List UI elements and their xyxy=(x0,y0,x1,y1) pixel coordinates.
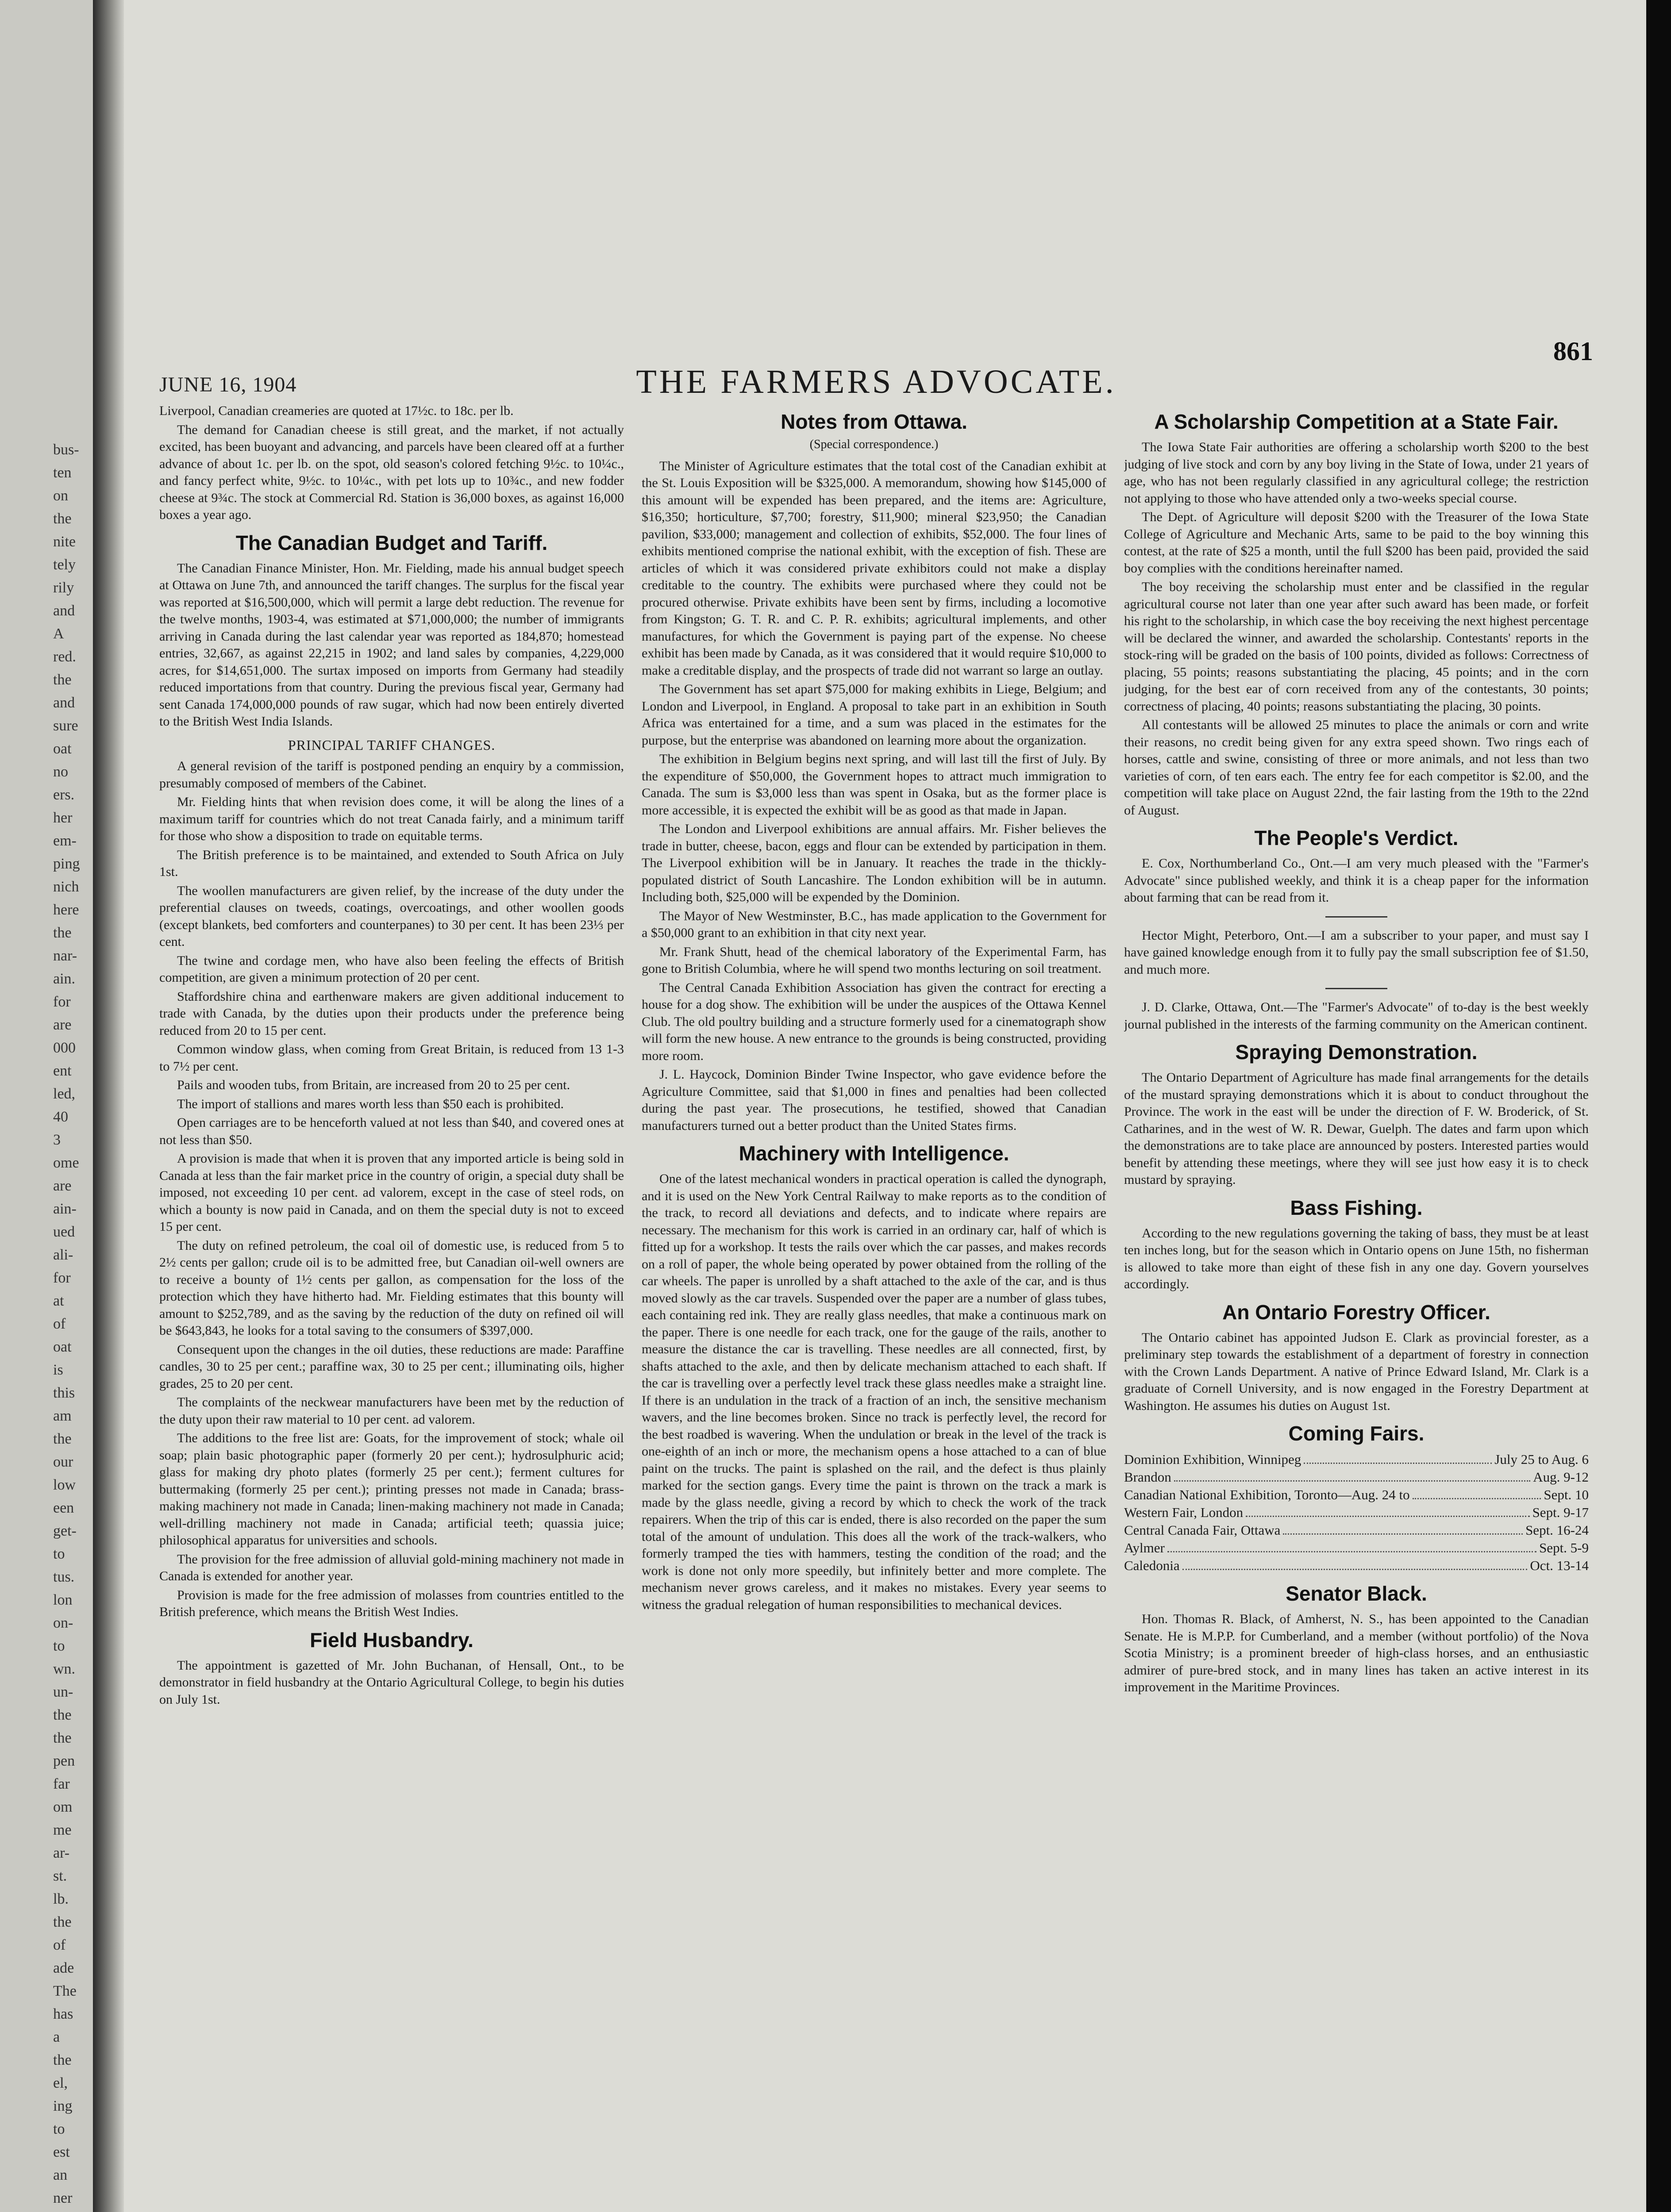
adjacent-page-fragment: for xyxy=(53,994,71,1010)
adjacent-page-fragment: sure xyxy=(53,718,78,734)
adjacent-page-fragment: bus- xyxy=(53,442,79,458)
column-2 xyxy=(642,403,1106,2212)
newspaper-page xyxy=(93,0,1646,2212)
paragraph: The boy receiving the scholarship must enter and be classified in the regular agricultural course not later than one year after such award has been made, or forfeit his right to the scholarship, in which case the boy receiving the next highest percentage will be declared the winner, and awarded the scholarship. Contestants' reports in the stock-ring will be graded on the basis of 100 points, divided as follows: Correctness of placing, 55 points; reasons substantiating the placing, 45 points; and in the corn judging, for the best ear of corn received from any of the contestants, 30 points; correctness of placing, 40 points; reasons substantiating the placing, 30 points. xyxy=(1124,580,1589,714)
adjacent-page-fragment: 3 xyxy=(53,1132,61,1148)
paragraph: The London and Liverpool exhibitions are annual affairs. Mr. Fisher believes the trade in butter, cheese, bacon, eggs and flour can be extended by participation in them. The Liverpool exhibition will be in January. It reaches the trade in the thickly-populated district of South Lancashire. The London exhibition will be in autumn. Including both, $25,000 will be expended by the Dominion. xyxy=(642,822,1106,904)
paragraph: The Canadian Finance Minister, Hon. Mr. Fielding, made his annual budget speech at Ottawa on June 7th, and announced the tariff changes. The surplus for the fiscal year was reported at $16,500,000, which will permit a large debt reduction. The revenue for the twelve months, 1903-4, was estimated at $71,000,000; the number of immigrants arriving in Canada during the last calendar year was reported as 184,870; homestead entries, 32,667, as against 22,215 in 1902; and land sales by companies, 4,229,000 acres, for $14,651,000. The surtax imposed on imports from Germany had steadily reduced importations from that country. During the previous fiscal year, Germany had sent Canada 174,000,000 pounds of raw sugar, which had now been entirely diverted to the British West India Islands. xyxy=(159,561,624,729)
article-ottawa-byline: (Special correspondence.) xyxy=(809,438,939,451)
column-1 xyxy=(159,403,624,2212)
adjacent-page-fragment: has xyxy=(53,2006,73,2022)
adjacent-page-fragment: The xyxy=(53,1983,77,1999)
paragraph: Common window glass, when coming from Great Britain, is reduced from 13 1-3 to 7½ per cent. xyxy=(159,1042,624,1074)
adjacent-page-fragment: are xyxy=(53,1178,72,1194)
paragraph: The duty on refined petroleum, the coal oil of domestic use, is reduced from 5 to 2½ cents per gallon; crude oil is to be admitted free, but Canadian oil-well owners are to receive a bounty of 1½ cents per gallon, as compensation for the loss of the protection which they have hitherto had. Mr. Fielding estimates that this bounty will amount to $252,789, and as the saving by the reduction of the duty on refined oil will be $643,843, he looks for a total saving to the consumers of $397,000. xyxy=(159,1238,624,1338)
letter-might xyxy=(1124,927,1589,979)
adjacent-page-fragment: the xyxy=(53,1730,72,1746)
fair-row xyxy=(1124,1557,1589,1575)
fair-name: Aylmer xyxy=(1124,1540,1165,1555)
letter-clarke xyxy=(1124,999,1589,1033)
adjacent-page-fragment: me xyxy=(53,1822,72,1838)
adjacent-page-fragment: the xyxy=(53,925,72,941)
adjacent-page-fragment: the xyxy=(53,511,72,527)
adjacent-page-fragment: of xyxy=(53,1316,66,1332)
adjacent-page-fragment: low xyxy=(53,1477,76,1493)
adjacent-page-fragment: here xyxy=(53,902,79,918)
paragraph: The British preference is to be maintained, and extended to South Africa on July 1st. xyxy=(159,847,624,879)
fair-dates: Aug. 9-12 xyxy=(1533,1469,1589,1485)
paragraph: The Central Canada Exhibition Association has given the contract for erecting a house for a dog show. The exhibition will be under the auspices of the Ottawa Kennel Club. The old poultry building and a structure formerly used for a cinematograph show will form the new house. A new entrance to the grounds is being constructed, providing more room. xyxy=(642,980,1106,1063)
adjacent-page-fragment: is xyxy=(53,1362,63,1378)
paragraph: The Minister of Agriculture estimates that the total cost of the Canadian exhibit at the St. Louis Exposition will be $325,000. A memorandum, showing how $145,000 of this amount will be expended has been prepared, and the items are: Agriculture, $16,350; horticulture, $7,700; forestry, $11,900; mineral $23,950; the Canadian pavilion, $33,000; management and collection of exhibits, $52,000. The four lines of exhibits mentioned comprise the national exhibit, with the exception of fish. These are articles of which it was considered private exhibitors could not make a display creditable to the country. The exhibits were purchased where they could not be procured otherwise. Private exhibits have been sent by firms, including a locomotive from Kingston; G. T. R. and C. P. R. exhibits; agricultural implements, and other manufactures, for which the Government is paying part of the expense. No cheese exhibit has been made by Canada, as it was considered that it would require $10,000 to make a creditable display, and the prospects of trade did not warrant so large an outlay. xyxy=(642,458,1106,678)
adjacent-page-fragment: ain- xyxy=(53,1201,77,1217)
fair-dates: Sept. 5-9 xyxy=(1539,1540,1589,1555)
page-number: 861 xyxy=(1553,337,1593,366)
leader-dots xyxy=(1182,1557,1528,1570)
adjacent-page-fragment: am xyxy=(53,1408,72,1424)
adjacent-page-fragment: and xyxy=(53,695,75,711)
subhead-principal-tariff: PRINCIPAL TARIFF CHANGES. xyxy=(288,737,496,753)
adjacent-page-fragment: no xyxy=(53,764,68,780)
fair-name: Brandon xyxy=(1124,1469,1171,1485)
divider-rule xyxy=(1325,988,1387,989)
paragraph: Mr. Frank Shutt, head of the chemical laboratory of the Experimental Farm, has gone to British Columbia, where he will spend two months lecturing on soil treatment. xyxy=(642,944,1106,976)
paragraph: E. Cox, Northumberland Co., Ont.—I am very much pleased with the "Farmer's Advocate" since published weekly, and think it is a cheap paper for the information about farming that can be read from it. xyxy=(1124,856,1589,905)
adjacent-page-fragment: for xyxy=(53,1270,71,1286)
adjacent-page-fragment: are xyxy=(53,1017,72,1033)
adjacent-page-fragment: ued xyxy=(53,1224,75,1240)
article-machinery-body xyxy=(642,1171,1106,1613)
adjacent-page-fragment: nite xyxy=(53,534,76,550)
fair-dates: July 25 to Aug. 6 xyxy=(1494,1452,1589,1467)
fair-dates: Sept. 9-17 xyxy=(1532,1505,1589,1520)
adjacent-page-fragment: at xyxy=(53,1293,64,1309)
article-title-ottawa: Notes from Ottawa. xyxy=(781,410,967,433)
paragraph: The provision for the free admission of alluvial gold-mining machinery not made in Canada is extended for another year. xyxy=(159,1551,624,1583)
article-title-forestry: An Ontario Forestry Officer. xyxy=(1222,1300,1490,1324)
adjacent-page-fragment: the xyxy=(53,2052,72,2068)
paragraph: The Mayor of New Westminster, B.C., has made application to the Government for a $50,000 grant to an exhibition in that city next year. xyxy=(642,908,1106,940)
adjacent-page-fragment: un- xyxy=(53,1684,73,1700)
fair-row xyxy=(1124,1451,1589,1468)
article-title-scholarship: A Scholarship Competition at a State Fair. xyxy=(1154,410,1559,433)
fair-row xyxy=(1124,1521,1589,1539)
paragraph: The demand for Canadian cheese is still great, and the market, if not actually excited, has been buoyant and advancing, and parcels have been cleared off at a further advance of about 1c. per lb. on the spot, old season's colored fetching 9½c. to 10¼c., and fancy perfect white, 9½c. to 10¼c., with pet lots up to 10¾c., and new fodder cheese at 9¾c. The stock at Commercial Rd. Station is 36,000 boxes, as against 16,000 boxes a year ago. xyxy=(159,422,624,522)
paragraph: Mr. Fielding hints that when revision does come, it will be along the lines of a maximum tariff for countries which do not treat Canada fairly, and a minimum tariff for those who show a disposition to trade on equitable terms. xyxy=(159,795,624,843)
paragraph: J. D. Clarke, Ottawa, Ont.—The "Farmer's Advocate" of to-day is the best weekly journal published in the interests of the farming community on the American continent. xyxy=(1124,1000,1589,1032)
fairs-list xyxy=(1124,1451,1589,1575)
paragraph: The additions to the free list are: Goats, for the improvement of stock; whale oil soap; plain basic photographic paper (formerly 20 per cent.); hydrosulphuric acid; glass for making dry photo plates (formerly 25 per cent.); ferment cultures for buttermaking (formerly 25 per cent.); printing presses not made in Canada; brass-making machinery not made in Canada; linen-making machinery not made in Canada; well-drilling machinery not made in Canada; artificial teeth; quassia juice; philosophical apparatus for universities and schools. xyxy=(159,1431,624,1548)
adjacent-page-fragment: ade xyxy=(53,1960,74,1976)
leader-dots xyxy=(1413,1486,1541,1499)
article-title-verdict: The People's Verdict. xyxy=(1254,826,1459,849)
adjacent-page-fragment: 000 xyxy=(53,1040,76,1056)
adjacent-page-fragment: om xyxy=(53,1799,73,1815)
fair-name: Western Fair, London xyxy=(1124,1505,1244,1520)
paragraph: Provision is made for the free admission of molasses from countries entitled to the British preference, which means the British West Indies. xyxy=(159,1587,624,1619)
page-header xyxy=(159,337,1593,403)
adjacent-page-fragment: of xyxy=(53,1937,66,1953)
adjacent-page-fragment: get- xyxy=(53,1523,77,1539)
paragraph: The Government has set apart $75,000 for making exhibits in Liege, Belgium; and London and Liverpool, in England. A proposal to take part in an exhibition in South Africa was entertained for a time, and a sum was placed in the estimates for the purpose, but the enterprise was abandoned on learning more about the organization. xyxy=(642,682,1106,748)
article-bass-body xyxy=(1124,1225,1589,1293)
adjacent-page-fragment: ali- xyxy=(53,1247,73,1263)
adjacent-page-fragment: the xyxy=(53,1914,72,1930)
paragraph: Pails and wooden tubs, from Britain, are increased from 20 to 25 per cent. xyxy=(177,1078,570,1092)
adjacent-page-fragment: ping xyxy=(53,856,80,872)
paragraph: Liverpool, Canadian creameries are quoted at 17½c. to 18c. per lb. xyxy=(159,403,514,418)
paragraph: According to the new regulations governing the taking of bass, they must be at least ten inches long, but for the season which in Ontario opens on June 15th, no fisherman is allowed to take more than eight of these fish in any one day. Govern yourselves accordingly. xyxy=(1124,1225,1589,1291)
leader-dots xyxy=(1246,1504,1529,1517)
fair-name: Central Canada Fair, Ottawa xyxy=(1124,1522,1281,1538)
paragraph: Staffordshire china and earthenware makers are given additional inducement to trade with Canada, by the duties upon their products under the preference being reduced from 20 to 15 per cent. xyxy=(159,989,624,1038)
adjacent-page-fragment: ain. xyxy=(53,971,76,987)
paragraph: A provision is made that when it is proven that any imported article is being sold in Canada at less than the fair market price in the country of origin, a special duty shall be imposed, not exceeding 10 per cent. ad valorem, except in the case of steel rods, on which a bounty is now paid in Canada, and on them the special duty is not to exceed 15 per cent. xyxy=(159,1151,624,1234)
paragraph: The appointment is gazetted of Mr. John Buchanan, of Hensall, Ont., to be demonstrator in field husbandry at the Ontario Agricultural College, to begin his duties on July 1st. xyxy=(159,1658,624,1707)
article-husbandry-body xyxy=(159,1657,624,1709)
adjacent-page-fragment: to xyxy=(53,1638,65,1654)
paragraph: A general revision of the tariff is postponed pending an enquiry by a commission, presumably composed of members of the Cabinet. xyxy=(159,759,624,791)
adjacent-page-fragment: est xyxy=(53,2144,70,2160)
paragraph: Open carriages are to be henceforth valued at not less than $40, and covered ones at not less than $50. xyxy=(159,1115,624,1147)
adjacent-page-fragment: ers. xyxy=(53,787,75,803)
article-tariff-body xyxy=(159,758,624,1621)
adjacent-page-fragment: far xyxy=(53,1776,70,1792)
paragraph: The Ontario Department of Agriculture has made final arrangements for the details of the mustard spraying demonstrations which it is about to conduct throughout the Province. The work in the east will be under the direction of F. W. Broderick, of St. Catharines, and in the west of W. R. Dewar, Guelph. The dates and farm upon which the demonstrations are to take place are announced by posters. Interested parties would benefit by attending these meetings, where they will see just how easy it is to check mustard by spraying. xyxy=(1124,1070,1589,1187)
fair-dates: Sept. 16-24 xyxy=(1525,1522,1589,1538)
article-forestry-body xyxy=(1124,1329,1589,1415)
adjacent-page-fragment: oat xyxy=(53,741,72,757)
market-report xyxy=(159,403,624,524)
fair-row xyxy=(1124,1539,1589,1557)
page-gutter-shadow xyxy=(93,0,124,2212)
adjacent-page-fragment: on xyxy=(53,488,68,504)
adjacent-page-fragment: een xyxy=(53,1500,74,1516)
article-budget-body xyxy=(159,560,624,730)
fair-name: Caledonia xyxy=(1124,1558,1180,1573)
fair-row xyxy=(1124,1504,1589,1521)
adjacent-page-fragment: and xyxy=(53,603,75,619)
fair-name: Dominion Exhibition, Winnipeg xyxy=(1124,1452,1301,1467)
article-title-field-husbandry: Field Husbandry. xyxy=(310,1628,474,1651)
adjacent-page-fragment: oat xyxy=(53,1339,72,1355)
adjacent-page-fragment: ar- xyxy=(53,1845,70,1861)
adjacent-page-fragment: this xyxy=(53,1385,75,1401)
paragraph: J. L. Haycock, Dominion Binder Twine Inspector, who gave evidence before the Agriculture Committee, said that $1,000 in fines and penalties had been collected during the past year. The prosecutions, he testified, showed that Canadian manufacturers turned out a better product than the United States firms. xyxy=(642,1067,1106,1133)
paragraph: Hon. Thomas R. Black, of Amherst, N. S., has been appointed to the Canadian Senate. He is M.P.P. for Cumberland, and a member (without portfolio) of the Nova Scotia Ministry; is a prominent breeder of high-class horses, and an enthusiastic admirer of pure-bred stock, and in many lines has taken an active interest in its improvement in the Maritime Provinces. xyxy=(1124,1612,1589,1694)
article-title-coming-fairs: Coming Fairs. xyxy=(1288,1422,1425,1445)
paragraph: Hector Might, Peterboro, Ont.—I am a subscriber to your paper, and must say I have gained knowledge enough from it to fully pay the small subscription fee of $1.50, and much more. xyxy=(1124,928,1589,977)
adjacent-page-fragment: st. xyxy=(53,1868,67,1884)
fair-dates: Oct. 13-14 xyxy=(1530,1558,1589,1573)
paragraph: The complaints of the neckwear manufacturers have been met by the reduction of the duty upon their raw material to 10 per cent. ad valorem. xyxy=(159,1395,624,1427)
article-title-budget: The Canadian Budget and Tariff. xyxy=(235,531,548,554)
paragraph: The Dept. of Agriculture will deposit $200 with the Treasurer of the Iowa State College of Agriculture and Mechanic Arts, same to be paid to the boy winning this contest, at the rate of $25 a month, until the full $200 has been paid, provided the said boy complies with the conditions hereinafter named. xyxy=(1124,510,1589,576)
article-scholarship-body xyxy=(1124,439,1589,819)
adjacent-page-fragment: the xyxy=(53,1707,72,1723)
divider-rule xyxy=(1325,916,1387,918)
paragraph: The Ontario cabinet has appointed Judson E. Clark as provincial forester, as a preliminary step towards the establishment of a department of forestry in connection with the Crown Lands Department. A native of Prince Edward Island, Mr. Clark is a graduate of Cornell University, and is now engaged in the Forestry Department at Washington. He assumes his duties on August 1st. xyxy=(1124,1330,1589,1413)
leader-dots xyxy=(1304,1451,1492,1464)
adjacent-page-fragment: ome xyxy=(53,1155,79,1171)
adjacent-page-fragment: rily xyxy=(53,580,74,596)
leader-dots xyxy=(1174,1468,1531,1482)
column-3 xyxy=(1124,403,1589,2212)
paragraph: The import of stallions and mares worth less than $50 each is prohibited. xyxy=(177,1096,564,1111)
adjacent-page-fragment: red. xyxy=(53,649,76,665)
fair-row xyxy=(1124,1486,1589,1504)
adjacent-page-fragment: the xyxy=(53,1431,72,1447)
paragraph: The Iowa State Fair authorities are offering a scholarship worth $200 to the best judging of live stock and corn by any boy living in the State of Iowa, under 21 years of age, who has not been regularly classified in any agricultural college; the restriction not applying to those who have attended only a two-weeks special course. xyxy=(1124,440,1589,506)
fair-name: Canadian National Exhibition, Toronto—Aug. 24 to xyxy=(1124,1487,1410,1502)
letter-cox xyxy=(1124,855,1589,906)
paragraph: Consequent upon the changes in the oil duties, these reductions are made: Paraffine candles, 30 to 25 per cent.; paraffine wax, 30 to 25 per cent.; illuminating oils, higher grades, 25 to 20 per cent. xyxy=(159,1342,624,1391)
article-spraying-body xyxy=(1124,1069,1589,1189)
paragraph: The woollen manufacturers are given relief, by the increase of the duty under the preferential clauses on tweeds, coatings, overcoatings, and other woollen goods (except blankets, bed comforters and counterpanes) to 30 per cent. It has been 23⅓ per cent. xyxy=(159,883,624,949)
adjacent-page-fragment: an xyxy=(53,2167,68,2183)
adjacent-page-fragment: el, xyxy=(53,2075,68,2091)
article-title-bass: Bass Fishing. xyxy=(1290,1196,1423,1219)
adjacent-page-fragment: our xyxy=(53,1454,73,1470)
adjacent-page-fragment: ner xyxy=(53,2190,73,2206)
adjacent-page-fragment: a xyxy=(53,2029,60,2045)
article-ottawa-body xyxy=(642,458,1106,1135)
adjacent-page-fragment: ten xyxy=(53,465,72,481)
paragraph: All contestants will be allowed 25 minutes to place the animals or corn and write their reasons, no credit being given for any extra speed shown. Two rings each of horses, cattle and swine, consisting of three or more animals, and not less than two varieties of corn, of ten ears each. The entry fee for each competitor is $2.00, and the competition will take place on August 22nd, the fair lasting from the 19th to the 22nd of August. xyxy=(1124,718,1589,818)
adjacent-page-fragment: wn. xyxy=(53,1661,76,1677)
adjacent-page-fragment: A xyxy=(53,626,64,642)
fair-row xyxy=(1124,1468,1589,1486)
adjacent-page-fragment: to xyxy=(53,2121,65,2137)
issue-date: JUNE 16, 1904 xyxy=(159,373,297,396)
adjacent-page-fragment: em- xyxy=(53,833,77,849)
paragraph: The exhibition in Belgium begins next spring, and will last till the first of July. By the expenditure of $50,000, the Government hopes to attract much immigration to Canada. The sum is $3,000 less than was spent in Osaka, but as the former place is more accessible, it is expected the exhibit will be as good as that made in Japan. xyxy=(642,752,1106,818)
adjacent-page-fragment: her xyxy=(53,810,73,826)
leader-dots xyxy=(1167,1539,1536,1552)
article-title-senator: Senator Black. xyxy=(1286,1582,1427,1605)
adjacent-page-fragment: tely xyxy=(53,557,76,573)
adjacent-page-fragment: lb. xyxy=(53,1891,69,1907)
adjacent-page-fragment: to xyxy=(53,1546,65,1562)
article-title-spraying: Spraying Demonstration. xyxy=(1235,1041,1478,1064)
paragraph: One of the latest mechanical wonders in practical operation is called the dynograph, and it is used on the New York Central Railway to make reports as to the condition of the track, to record all deviations and defects, and to indicate where repairs are necessary. The mechanism for this work is carried in an ordinary car, half of which is fitted up for a workshop. It tests the rails over which the car passes, and makes records on a roll of paper, the whole being operated by power obtained from the rolling of the car wheels. The paper is unrolled by a shaft attached to the axle of the car, and is thus moved slowly as the car travels. Suspended over the paper are a number of glass tubes, each containing red ink. They are really glass needles, that make a continuous mark on the paper. There is one needle for each track, one for the gauge of the rails, another to measure the distance the car is travelling. These needles are all connected, first, by shafts attached to the axle, and then by delicate mechanism attached to each shaft. If the car is travelling over a perfectly level track these glass needles make a straight line. If there is an undulation in the track of a fraction of an inch, the sensitive mechanism wavers, and the line becomes broken. Since no track is perfectly level, the record for the best roadbed is wavering. When the undulation or break in the level of the track is one-eighth of an inch or more, the mechanism opens a hose attached to a can of blue paint on the trucks. The paint is splashed on the rail, and the defect is thus plainly marked for the section gangs. Every time the paint is thrown on the track a mark is made by the glass needle, giving a record by which to check the work of the track repairers. When the trip of this car is ended, there is also recorded on the paper the sum total of the amount of undulation. This does all the work of the track-walkers, who formerly tramped the ties with hammers, testing the condition of the road; and the work is done not only more speedily, but infinitely better and more complete. The mechanism never grows careless, and it makes no mistakes. Every year seems to witness the gradual relegation of human responsibilities to mechanical devices. xyxy=(642,1171,1106,1612)
masthead-title: THE FARMERS ADVOCATE. xyxy=(636,363,1117,400)
adjacent-page-fragment: ent xyxy=(53,1063,72,1079)
adjacent-page-fragment: nar- xyxy=(53,948,77,964)
adjacent-page-fragment: on- xyxy=(53,1615,73,1631)
adjacent-page-fragment: the xyxy=(53,672,72,688)
adjacent-page-fragment: ing xyxy=(53,2098,73,2114)
adjacent-page-fragment: tus. xyxy=(53,1569,75,1585)
fair-dates: Sept. 10 xyxy=(1544,1487,1589,1502)
adjacent-page-fragment: led, xyxy=(53,1086,76,1102)
adjacent-page-fragment: pen xyxy=(53,1753,75,1769)
adjacent-page-fragment: nich xyxy=(53,879,79,895)
adjacent-page-strip xyxy=(0,0,93,2212)
adjacent-page-fragment: 40 xyxy=(53,1109,68,1125)
article-senator-body xyxy=(1124,1611,1589,1696)
paragraph: The twine and cordage men, who have also been feeling the effects of British competition, are given a minimum protection of 20 per cent. xyxy=(159,953,624,985)
adjacent-page-fragment: lon xyxy=(53,1592,73,1608)
article-title-machinery: Machinery with Intelligence. xyxy=(739,1142,1009,1165)
leader-dots xyxy=(1283,1521,1523,1535)
